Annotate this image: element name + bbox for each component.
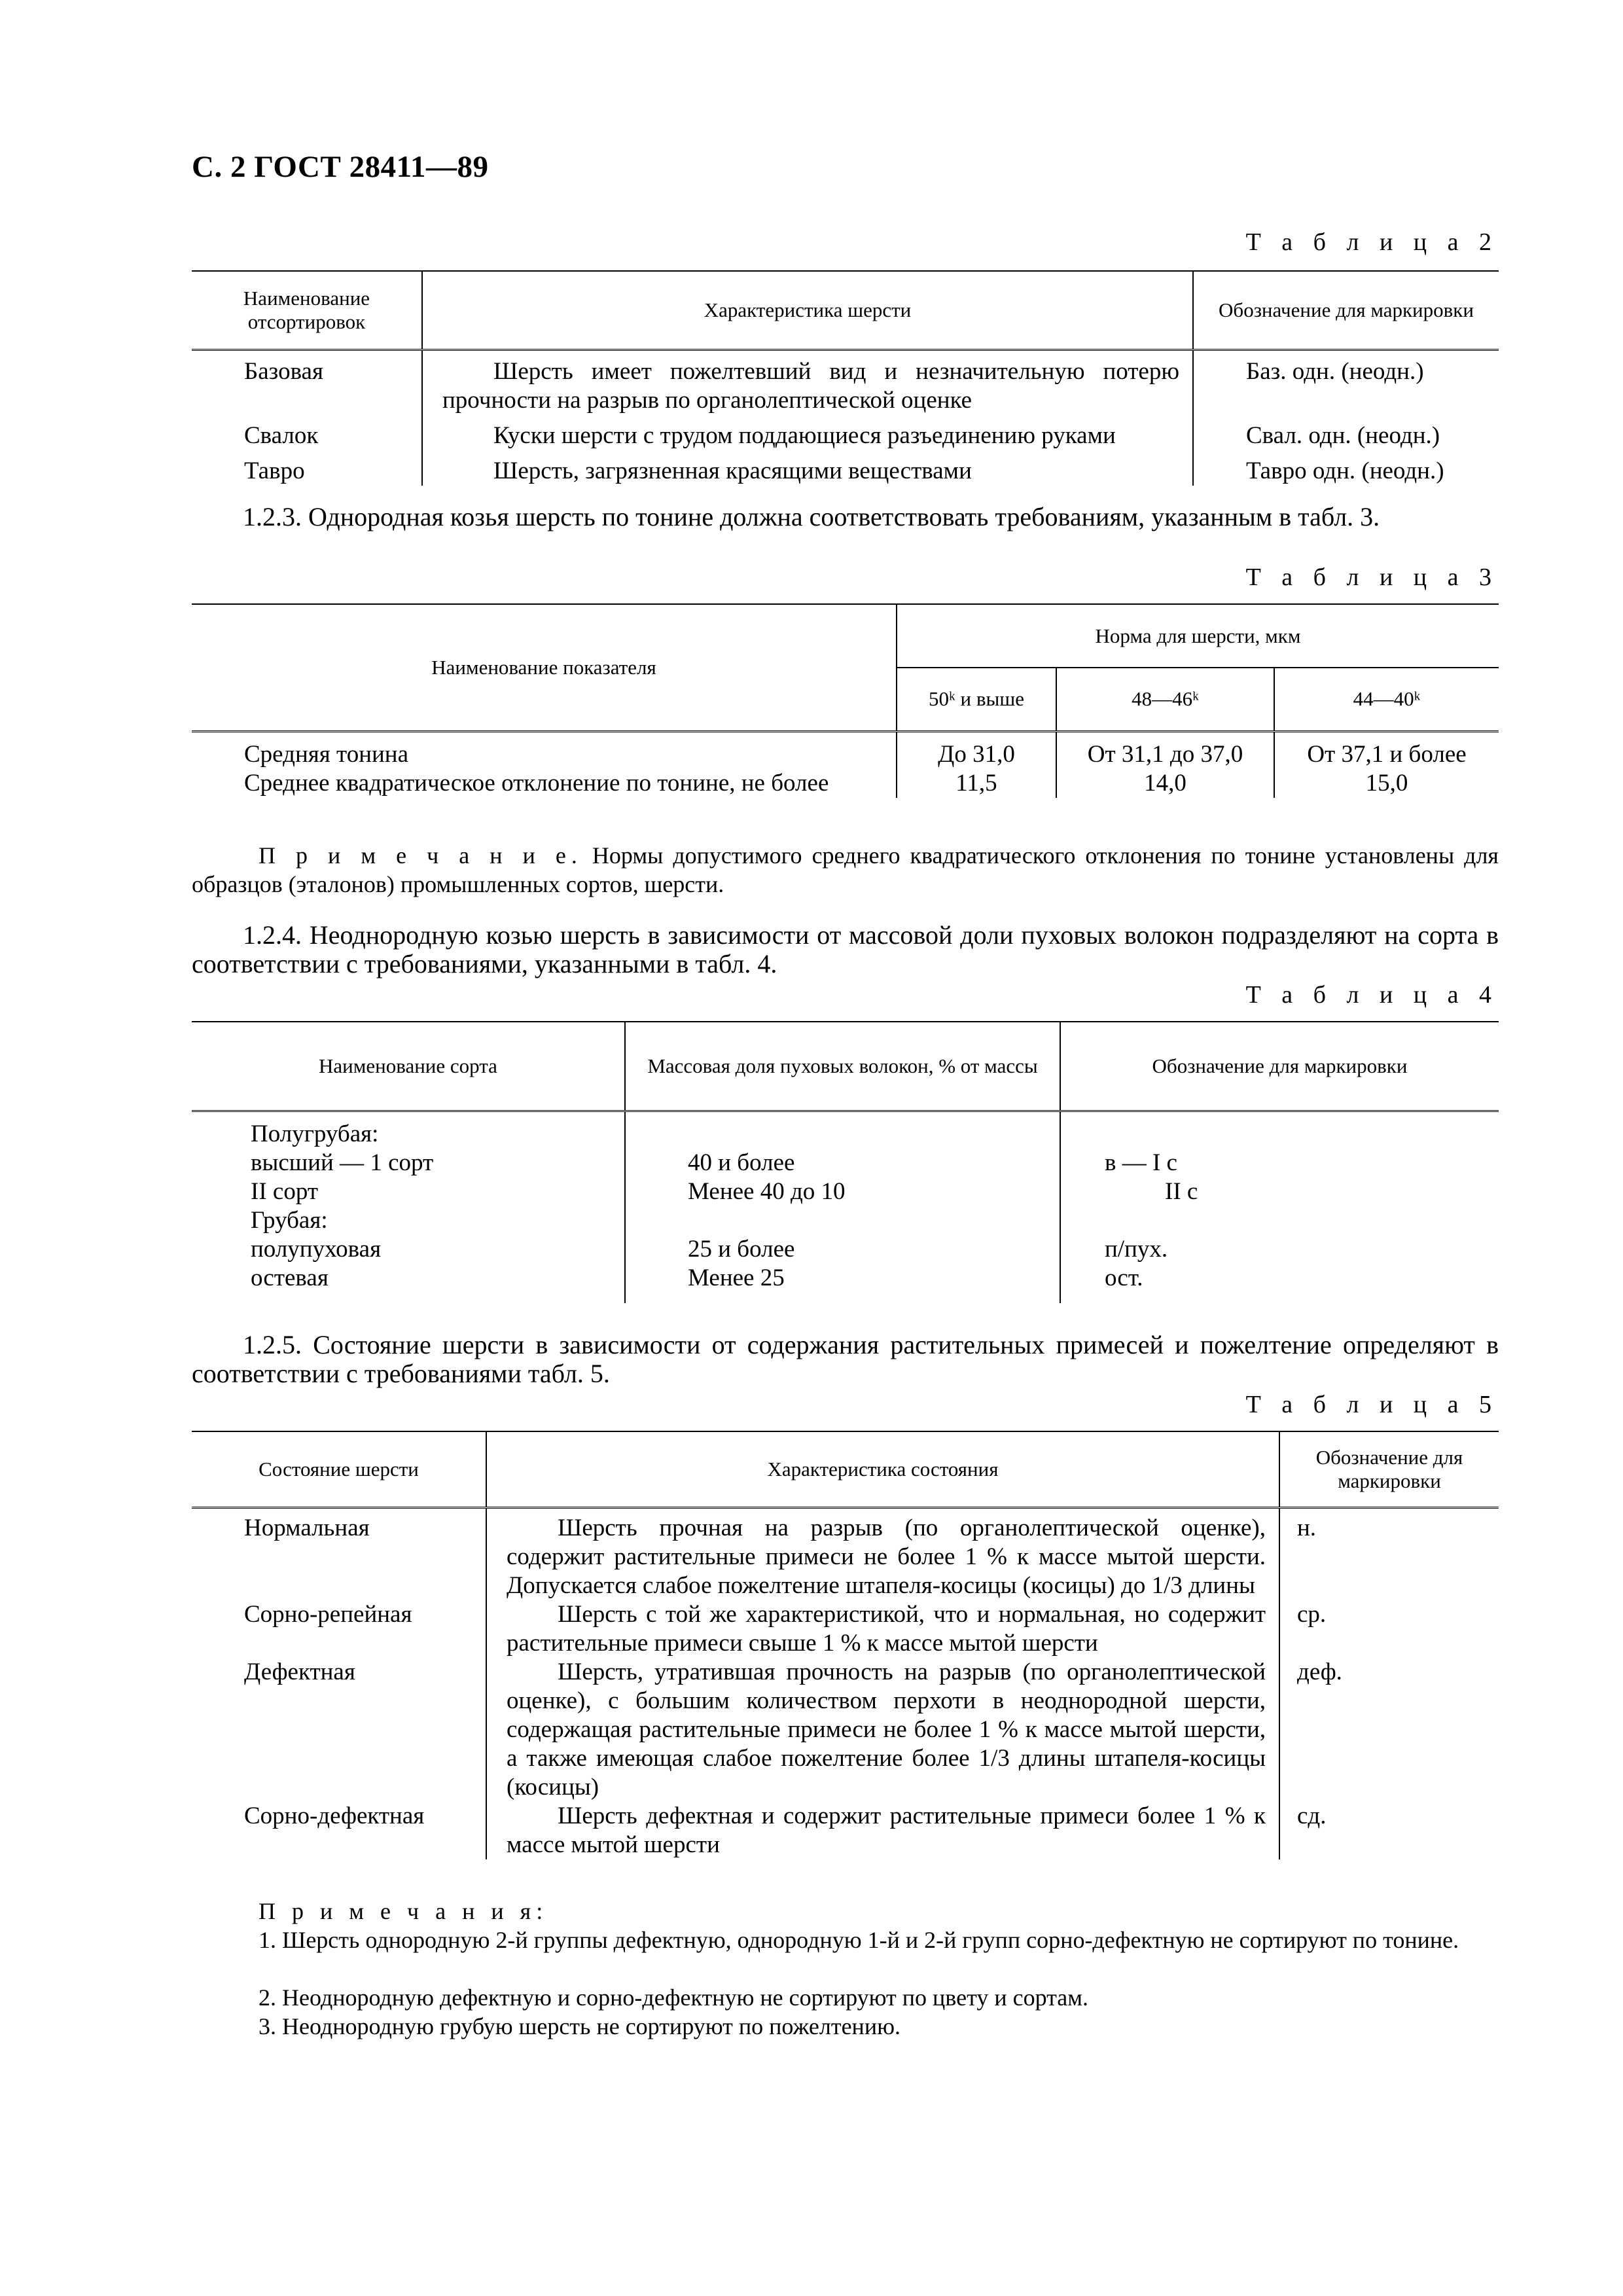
note-text: Нормы допустимого среднего квадратического отклонения по тонине установлены для образцов (эталонов) промышленных сортов, шерсти. [192, 842, 1499, 897]
table3-subheader: 48—46ᵏ [1056, 668, 1274, 731]
table3-cell: До 31,0 [897, 731, 1056, 769]
notes-label-text: П р и м е ч а н и я: [259, 1898, 548, 1924]
table5-cell: Шерсть дефектная и содержит растительные примеси более 1 % к массе мытой шерсти [486, 1802, 1279, 1859]
table4-cell: остевая [251, 1264, 329, 1291]
table5-cell: Нормальная [244, 1514, 370, 1541]
table2-cell: Тавро [244, 457, 305, 484]
notes-label [259, 1897, 548, 1926]
table4-cell: п/пух. [1105, 1235, 1168, 1263]
table3-note [192, 841, 1499, 899]
table-row [192, 1802, 1499, 1859]
table2-header-name: Наименование отсортировок [192, 271, 422, 350]
table2-cell: Базовая [244, 357, 323, 385]
table2-header-marking: Обозначение для маркировки [1193, 271, 1499, 350]
note-item-2: 2. Неоднородную дефектную и сорно-дефектную не сортируют по цвету и сортам. [259, 1984, 1089, 2011]
table3-cell: 14,0 [1056, 769, 1274, 798]
table5-header-marking: Обозначение для маркировки [1279, 1431, 1499, 1507]
table4-cell: полупуховая [251, 1235, 382, 1263]
table4-col-mass [625, 1111, 1060, 1303]
table4-cell [688, 1120, 1053, 1149]
table4-cell: высший — 1 сорт [251, 1149, 434, 1176]
table-row [192, 1600, 1499, 1658]
table5-cell: Сорно-дефектная [244, 1802, 425, 1829]
table4-cell [1105, 1206, 1492, 1235]
table5-cell: ср. [1279, 1600, 1499, 1658]
table2-cell: Куски шерсти с трудом поддающиеся разъединению руками [422, 415, 1193, 450]
table2-label: Т а б л и ц а 2 [1245, 228, 1499, 256]
table-5 [192, 1431, 1499, 1859]
table2-cell: Шерсть имеет пожелтевший вид и незначительную потерю прочности на разрыв по органолептической оценке [422, 350, 1193, 415]
table3-cell: От 31,1 до 37,0 [1056, 731, 1274, 769]
table5-cell: Шерсть прочная на разрыв (по органолептической оценке), содержит растительные примеси не более 1 % к массе мытой шерсти. Допускается слабое пожелтение штапеля-косицы (косицы) до 1/3 длины [486, 1507, 1279, 1600]
table5-cell: Сорно-репейная [244, 1600, 412, 1628]
note-item-3: 3. Неоднородную грубую шерсть не сортируют по пожелтению. [259, 2013, 901, 2039]
note-item-1: 1. Шерсть однородную 2-й группы дефектную, однородную 1-й и 2-й групп сорно-дефектную не сортируют по тонине. [259, 1927, 1459, 1953]
table4-cell: II с [1165, 1177, 1198, 1205]
table3-cell: Среднее квадратическое отклонение по тонине, не более [244, 769, 829, 797]
table5-cell: н. [1279, 1507, 1499, 1600]
table4-cell: II сорт [251, 1177, 318, 1205]
table5-header-state: Состояние шерсти [192, 1431, 486, 1507]
table-4 [192, 1021, 1499, 1303]
note-label: П р и м е ч а н и е. [259, 842, 582, 869]
table3-cell: Средняя тонина [244, 740, 409, 768]
table4-cell: в — I с [1105, 1149, 1177, 1176]
paragraph-1-2-5: 1.2.5. Состояние шерсти в зависимости от содержания растительных примесей и пожелтение определяют в соответствии с требованиями табл. 5. [192, 1330, 1499, 1388]
table3-label: Т а б л и ц а 3 [1245, 564, 1499, 591]
table4-cell: 40 и более [688, 1149, 795, 1176]
table-row [192, 350, 1499, 415]
page-header: С. 2 ГОСТ 28411—89 [192, 150, 489, 184]
table4-col-grade [192, 1111, 625, 1303]
table3-cell: От 37,1 и более [1274, 731, 1499, 769]
table4-label: Т а б л и ц а 4 [1245, 981, 1499, 1009]
table4-header-marking: Обозначение для маркировки [1060, 1022, 1499, 1111]
table4-cell: Менее 25 [688, 1264, 785, 1291]
table3-subheader: 44—40ᵏ [1274, 668, 1499, 731]
table4-col-marking [1060, 1111, 1499, 1303]
table5-cell: деф. [1279, 1658, 1499, 1802]
table3-header-norm: Норма для шерсти, мкм [897, 604, 1499, 668]
table4-header-grade: Наименование сорта [192, 1022, 625, 1111]
table5-cell: Шерсть, утратившая прочность на разрыв (по органолептической оценке), с большим количеством перхоти в неоднородной шерсти, содержащая растительные примеси не более 1 % к массе мытой шерсти, а также имеющая слабое пожелтение более 1/3 длины штапеля-косицы (косицы) [486, 1658, 1279, 1802]
table4-cell: 25 и более [688, 1235, 795, 1263]
table-row [192, 731, 1499, 769]
table5-cell: сд. [1279, 1802, 1499, 1859]
table-row [192, 450, 1499, 486]
table-row [192, 1658, 1499, 1802]
table3-header-indicator: Наименование показателя [192, 604, 897, 731]
table4-cell [688, 1206, 1053, 1235]
table2-cell: Свал. одн. (неодн.) [1193, 415, 1499, 450]
table2-cell: Шерсть, загрязненная красящими веществами [422, 450, 1193, 486]
table4-header-mass: Массовая доля пуховых волокон, % от массы [625, 1022, 1060, 1111]
table4-cell: Грубая: [251, 1206, 328, 1234]
table-row [192, 1507, 1499, 1600]
table-row [192, 415, 1499, 450]
table-row [192, 1111, 1499, 1303]
table-row [192, 769, 1499, 798]
table3-cell: 11,5 [897, 769, 1056, 798]
table4-cell: Менее 40 до 10 [688, 1177, 846, 1205]
table-3 [192, 603, 1499, 798]
table4-cell [1105, 1120, 1492, 1149]
table4-cell: ост. [1105, 1264, 1143, 1291]
table-2 [192, 270, 1499, 486]
paragraph-1-2-3: 1.2.3. Однородная козья шерсть по тонине должна соответствовать требованиям, указанным в табл. 3. [243, 502, 1380, 531]
table5-label: Т а б л и ц а 5 [1245, 1391, 1499, 1418]
table2-cell: Тавро одн. (неодн.) [1193, 450, 1499, 486]
table5-header-characteristic: Характеристика состояния [486, 1431, 1279, 1507]
table3-subheader: 50ᵏ и выше [897, 668, 1056, 731]
table2-header-characteristic: Характеристика шерсти [422, 271, 1193, 350]
table5-cell: Шерсть с той же характеристикой, что и нормальная, но содержит растительные примеси свыше 1 % к массе мытой шерсти [486, 1600, 1279, 1658]
table2-cell: Свалок [244, 422, 319, 449]
table4-cell: Полугрубая: [251, 1120, 379, 1147]
table5-cell: Дефектная [244, 1658, 355, 1685]
table3-cell: 15,0 [1274, 769, 1499, 798]
paragraph-1-2-4: 1.2.4. Неоднородную козью шерсть в зависимости от массовой доли пуховых волокон подразделяют на сорта в соответствии с требованиями, указанными в табл. 4. [192, 920, 1499, 978]
table2-cell: Баз. одн. (неодн.) [1193, 350, 1499, 415]
